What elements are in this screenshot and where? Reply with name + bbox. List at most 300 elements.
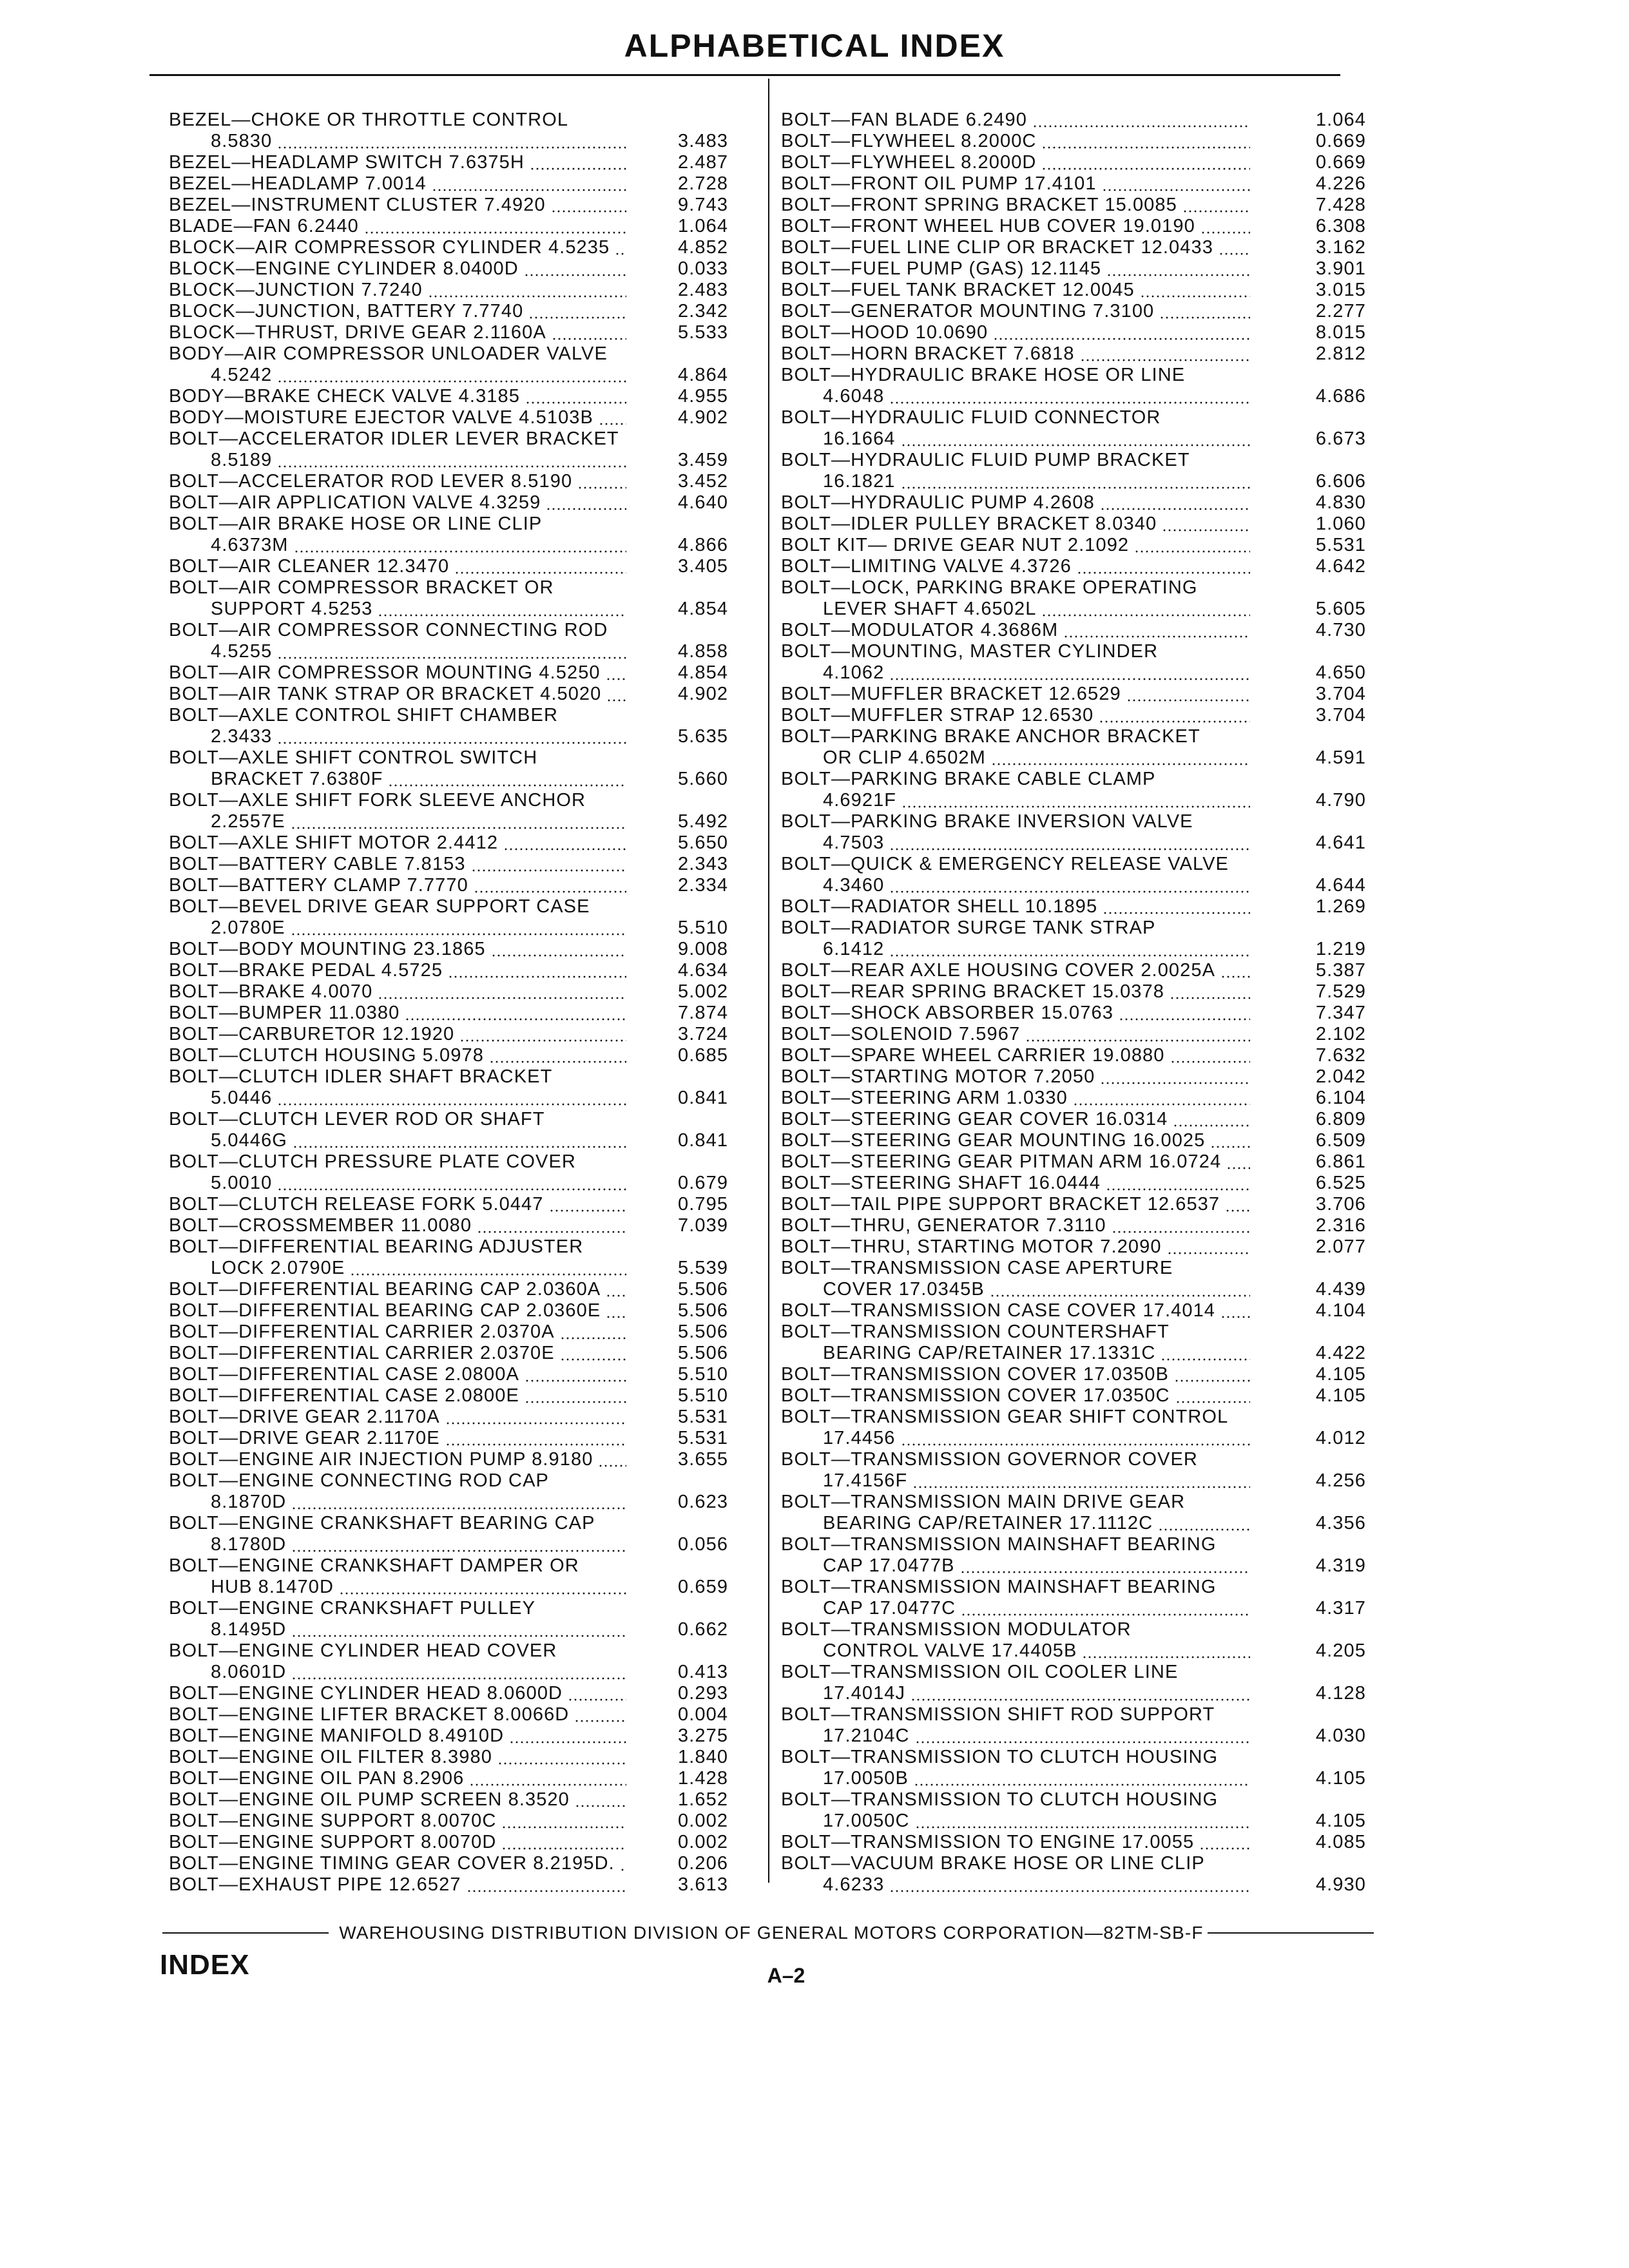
index-entry — [169, 280, 729, 301]
index-entry-text: BOLT—ENGINE OIL PAN 8.2906 — [169, 1768, 465, 1789]
index-entry-line — [169, 556, 729, 577]
index-entry-text: BOLT—DIFFERENTIAL CARRIER 2.0370A — [169, 1321, 555, 1342]
index-entry-text: BLOCK—THRUST, DRIVE GEAR 2.1160A — [169, 322, 546, 343]
index-entry — [781, 684, 1366, 705]
index-entry-text: BOLT—MOUNTING, MASTER CYLINDER — [781, 641, 1159, 662]
index-entry-continuation — [169, 641, 729, 662]
index-entry — [169, 684, 729, 705]
dot-leader — [1025, 1038, 1250, 1043]
index-entry — [781, 280, 1366, 301]
index-entry-text: CAP 17.0477B — [823, 1555, 955, 1576]
index-entry-line — [781, 1215, 1366, 1236]
index-entry-line — [169, 216, 729, 237]
dot-leader — [501, 1825, 626, 1830]
index-entry-text: BOLT—BODY MOUNTING 23.1865 — [169, 939, 486, 959]
dot-leader — [615, 251, 626, 256]
index-entry-page: 5.660 — [678, 769, 729, 789]
index-entry-page: 9.008 — [678, 939, 729, 959]
index-entry-page: 4.858 — [678, 641, 729, 662]
index-entry — [169, 1364, 729, 1385]
index-entry-text: BOLT—AIR APPLICATION VALVE 4.3259 — [169, 492, 541, 513]
index-entry — [169, 620, 729, 662]
dot-leader — [277, 740, 626, 745]
index-entry — [169, 981, 729, 1003]
dot-leader — [1167, 1251, 1250, 1256]
index-entry-continuation — [781, 790, 1366, 811]
index-entry-text: BOLT—FLYWHEEL 8.2000D — [781, 152, 1037, 173]
index-entry-line — [781, 492, 1366, 514]
index-entry-page: 0.004 — [678, 1704, 729, 1725]
index-entry-text: BEZEL—HEADLAMP 7.0014 — [169, 173, 427, 194]
index-entry-page: 5.531 — [1315, 535, 1366, 555]
index-entry — [781, 981, 1366, 1003]
index-entry-text: BOLT—DIFFERENTIAL CASE 2.0800A — [169, 1364, 519, 1385]
index-entry-page: 0.033 — [678, 258, 729, 279]
dot-leader — [1077, 570, 1250, 575]
index-entry-line — [169, 195, 729, 216]
index-entry-line — [169, 620, 729, 641]
index-entry — [169, 1300, 729, 1321]
index-entry-text: BOLT—ENGINE TIMING GEAR COVER 8.2195D. — [169, 1853, 615, 1874]
index-entry-line — [781, 1088, 1366, 1109]
index-entry-line — [781, 981, 1366, 1003]
index-entry-text: BOLT—STARTING MOTOR 7.2050 — [781, 1066, 1095, 1087]
index-entry-line — [169, 1045, 729, 1066]
index-entry-page: 6.809 — [1315, 1109, 1366, 1129]
index-entry-line — [169, 981, 729, 1003]
index-entry-continuation — [781, 1640, 1366, 1662]
index-entry-page: 7.347 — [1315, 1003, 1366, 1023]
index-entry-line — [781, 1534, 1366, 1555]
index-entry-line — [781, 195, 1366, 216]
index-entry-page: 6.104 — [1315, 1088, 1366, 1108]
dot-leader — [1134, 549, 1250, 554]
index-entry-line — [169, 1385, 729, 1407]
index-entry-continuation — [781, 832, 1366, 854]
index-entry-line — [781, 1151, 1366, 1173]
index-entry-text: 5.0010 — [211, 1173, 273, 1193]
dot-leader — [469, 1782, 626, 1787]
index-entry-text: 4.6048 — [823, 386, 885, 407]
index-entry-text: CONTROL VALVE 17.4405B — [823, 1640, 1077, 1661]
index-entry-page: 5.510 — [678, 1364, 729, 1385]
index-entry-page: 0.002 — [678, 1832, 729, 1852]
index-entry-line — [169, 1683, 729, 1704]
dot-leader — [1170, 995, 1250, 1001]
dot-leader — [1199, 1846, 1250, 1851]
index-entry-page: 5.533 — [678, 322, 729, 343]
index-entry — [169, 1321, 729, 1343]
index-entry-line — [781, 450, 1366, 471]
dot-leader — [445, 1421, 626, 1426]
index-entry-line — [169, 705, 729, 726]
index-entry-line — [169, 1300, 729, 1321]
index-entry — [781, 1258, 1366, 1300]
index-entry-line — [781, 131, 1366, 152]
index-entry-text: BOLT—HYDRAULIC PUMP 4.2608 — [781, 492, 1095, 513]
index-entry-line — [781, 1258, 1366, 1279]
index-entry-text: BOLT—TRANSMISSION GEAR SHIFT CONTROL — [781, 1407, 1229, 1427]
dot-leader — [599, 421, 626, 427]
index-entry — [169, 1832, 729, 1853]
index-entry-text: BOLT—IDLER PULLEY BRACKET 8.0340 — [781, 514, 1157, 534]
index-entry-page: 4.730 — [1315, 620, 1366, 640]
dot-leader — [901, 485, 1250, 490]
dot-leader — [350, 1272, 626, 1277]
dot-leader — [914, 1782, 1250, 1787]
index-entry-page: 4.104 — [1315, 1300, 1366, 1321]
index-entry — [781, 1045, 1366, 1066]
index-entry-text: BOLT—HYDRAULIC FLUID CONNECTOR — [781, 407, 1161, 428]
index-entry-line — [781, 1236, 1366, 1258]
index-entry-text: BOLT—DIFFERENTIAL BEARING CAP 2.0360A — [169, 1279, 601, 1300]
index-entry-text: BOLT—TRANSMISSION SHIFT ROD SUPPORT — [781, 1704, 1215, 1725]
index-entry-text: BLOCK—ENGINE CYLINDER 8.0400D — [169, 258, 519, 279]
index-entry-line — [781, 620, 1366, 641]
index-entry — [169, 1768, 729, 1789]
dot-leader — [915, 1825, 1250, 1830]
index-entry-text: BOLT—TRANSMISSION GOVERNOR COVER — [781, 1449, 1198, 1470]
footer-publisher: WAREHOUSING DISTRIBUTION DIVISION OF GENERAL MOTORS CORPORATION—82TM-SB-F — [339, 1923, 1204, 1943]
dot-leader — [1173, 1123, 1250, 1128]
dot-leader — [1162, 528, 1250, 533]
index-entry-page: 5.531 — [678, 1428, 729, 1448]
index-entry-line — [781, 684, 1366, 705]
dot-leader — [960, 1570, 1250, 1575]
dot-leader — [291, 1633, 626, 1639]
index-entry-text: BOLT—STEERING GEAR PITMAN ARM 16.0724 — [781, 1151, 1222, 1172]
dot-leader — [1119, 1017, 1250, 1022]
index-entry-continuation — [169, 1258, 729, 1279]
index-entry-continuation — [169, 1619, 729, 1640]
index-entry — [781, 1003, 1366, 1024]
index-entry — [781, 1130, 1366, 1151]
index-entry-page: 7.632 — [1315, 1045, 1366, 1066]
index-entry-continuation — [781, 386, 1366, 407]
index-entry-text: BOLT—FUEL PUMP (GAS) 12.1145 — [781, 258, 1102, 279]
dot-leader — [448, 974, 626, 979]
index-entry — [169, 1555, 729, 1598]
index-entry-page: 0.293 — [678, 1683, 729, 1704]
index-entry — [169, 832, 729, 854]
dot-leader — [1112, 1229, 1250, 1235]
index-entry — [169, 152, 729, 173]
index-entry — [781, 1088, 1366, 1109]
index-entry-continuation — [169, 726, 729, 747]
index-entry-page: 2.728 — [678, 173, 729, 194]
index-entry — [781, 1194, 1366, 1215]
index-entry-line — [169, 1725, 729, 1747]
index-entry-text: 4.6373M — [211, 535, 289, 555]
dot-leader — [889, 847, 1250, 852]
index-entry-line — [169, 1024, 729, 1045]
index-entry-line — [781, 918, 1366, 939]
index-entry-continuation — [781, 939, 1366, 960]
index-entry-line — [781, 1173, 1366, 1194]
index-entry-text: BOLT—MUFFLER BRACKET 12.6529 — [781, 684, 1121, 704]
index-entry-page: 5.506 — [678, 1279, 729, 1300]
index-entry-text: BOLT—THRU, GENERATOR 7.3110 — [781, 1215, 1106, 1236]
dot-leader — [474, 889, 626, 894]
index-entry-line — [169, 1874, 729, 1896]
index-entry-continuation — [169, 1534, 729, 1555]
index-entry-text: BLOCK—JUNCTION, BATTERY 7.7740 — [169, 301, 524, 322]
index-entry-page: 2.334 — [678, 875, 729, 896]
index-entry-page: 5.387 — [1315, 960, 1366, 981]
dot-leader — [277, 379, 626, 384]
index-entry — [781, 1832, 1366, 1853]
index-entry-continuation — [169, 1492, 729, 1513]
index-entry-text: BOLT—TAIL PIPE SUPPORT BRACKET 12.6537 — [781, 1194, 1220, 1215]
index-entry-page: 0.002 — [678, 1811, 729, 1831]
index-entry-line — [781, 1364, 1366, 1385]
dot-leader — [961, 1612, 1250, 1617]
index-entry — [781, 216, 1366, 237]
index-entry-page: 4.105 — [1315, 1768, 1366, 1789]
index-entry-page: 6.673 — [1315, 428, 1366, 449]
dot-leader — [528, 315, 626, 320]
index-entry-page: 4.930 — [1315, 1874, 1366, 1895]
index-entry-text: BLADE—FAN 6.2440 — [169, 216, 359, 236]
index-entry — [781, 1619, 1366, 1662]
index-entry — [169, 939, 729, 960]
dot-leader — [551, 209, 626, 214]
index-entry-text: BOLT—CARBURETOR 12.1920 — [169, 1024, 455, 1044]
dot-leader — [1220, 974, 1250, 979]
index-entry-text: 4.6921F — [823, 790, 897, 811]
index-entry-continuation — [781, 428, 1366, 450]
index-entry-text: BODY—MOISTURE EJECTOR VALVE 4.5103B — [169, 407, 593, 428]
index-entry-text: BOLT—SHOCK ABSORBER 15.0763 — [781, 1003, 1113, 1023]
index-entry-text: BOLT—STEERING GEAR MOUNTING 16.0025 — [781, 1130, 1206, 1151]
dot-leader — [1226, 1166, 1250, 1171]
index-entry — [781, 492, 1366, 514]
index-entry-text: BOLT—TRANSMISSION TO CLUTCH HOUSING — [781, 1789, 1219, 1810]
index-entry-continuation — [781, 1811, 1366, 1832]
index-entry-page: 5.650 — [678, 832, 729, 853]
index-entry-continuation — [169, 131, 729, 152]
index-entry-line — [169, 1003, 729, 1024]
index-entry-text: BOLT—TRANSMISSION TO CLUTCH HOUSING — [781, 1747, 1219, 1767]
index-entry-text: BOLT—DRIVE GEAR 2.1170A — [169, 1407, 440, 1427]
index-entry-page: 5.635 — [678, 726, 729, 747]
index-entry-text: 8.1870D — [211, 1492, 287, 1512]
index-entry — [781, 1853, 1366, 1896]
index-entry — [781, 556, 1366, 577]
dot-leader — [497, 1761, 626, 1766]
dot-leader — [291, 1506, 626, 1511]
index-entry-text: BOLT—DIFFERENTIAL CASE 2.0800E — [169, 1385, 519, 1406]
dot-leader — [293, 1144, 626, 1149]
index-entry-page: 5.510 — [678, 918, 729, 938]
index-entry — [169, 1045, 729, 1066]
index-entry-line — [169, 173, 729, 195]
index-entry-text: BOLT—BRAKE PEDAL 4.5725 — [169, 960, 443, 981]
index-entry-line — [169, 514, 729, 535]
index-entry — [169, 492, 729, 514]
index-entry-text: BOLT—PARKING BRAKE INVERSION VALVE — [781, 811, 1193, 832]
dot-leader — [291, 825, 626, 831]
index-entry-page: 4.205 — [1315, 1640, 1366, 1661]
index-entry — [169, 747, 729, 790]
title-rule — [149, 74, 1340, 76]
index-entry-continuation — [169, 811, 729, 832]
index-entry-text: BOLT—BUMPER 11.0380 — [169, 1003, 400, 1023]
index-entry-continuation — [169, 599, 729, 620]
index-entry — [781, 705, 1366, 726]
index-entry-line — [169, 939, 729, 960]
index-entry-text: BODY—AIR COMPRESSOR UNLOADER VALVE — [169, 343, 608, 364]
index-entry-page: 1.652 — [678, 1789, 729, 1810]
index-entry-text: 2.2557E — [211, 811, 285, 832]
index-entry — [169, 110, 729, 152]
index-entry-line — [781, 173, 1366, 195]
index-entry — [781, 258, 1366, 280]
index-entry-continuation — [781, 747, 1366, 769]
dot-leader — [912, 1485, 1250, 1490]
index-entry-continuation — [781, 1513, 1366, 1534]
index-entry-continuation — [781, 599, 1366, 620]
dot-leader — [378, 995, 626, 1001]
index-column-right — [781, 110, 1366, 1896]
index-entry-line — [781, 577, 1366, 599]
index-column-left — [169, 110, 729, 1896]
index-entry-page: 3.405 — [678, 556, 729, 577]
index-entry-page: 4.866 — [678, 535, 729, 555]
index-entry-continuation — [169, 769, 729, 790]
dot-leader — [277, 145, 626, 150]
index-entry-text: BOLT—BEVEL DRIVE GEAR SUPPORT CASE — [169, 896, 590, 917]
index-entry-line — [169, 1109, 729, 1130]
index-entry-line — [169, 1151, 729, 1173]
index-entry-line — [169, 1853, 729, 1874]
index-entry — [169, 301, 729, 322]
index-entry-line — [169, 1768, 729, 1789]
index-entry-text: BOLT—TRANSMISSION COVER 17.0350B — [781, 1364, 1169, 1385]
index-entry-page: 1.219 — [1315, 939, 1366, 959]
index-entry-text: BOLT—PARKING BRAKE ANCHOR BRACKET — [781, 726, 1200, 747]
dot-leader — [277, 655, 626, 660]
dot-leader — [620, 1867, 626, 1872]
index-entry-text: BOLT—STEERING SHAFT 16.0444 — [781, 1173, 1101, 1193]
index-entry-line — [781, 110, 1366, 131]
index-entry-text: BOLT—DIFFERENTIAL CARRIER 2.0370E — [169, 1343, 555, 1363]
dot-leader — [1170, 1059, 1250, 1064]
dot-leader — [606, 677, 626, 682]
dot-leader — [575, 1803, 626, 1809]
index-entry-page: 3.275 — [678, 1725, 729, 1746]
dot-leader — [1220, 1314, 1250, 1320]
index-entry-line — [169, 1194, 729, 1215]
index-entry-line — [781, 1003, 1366, 1024]
index-entry-text: BOLT—ENGINE CYLINDER HEAD 8.0600D — [169, 1683, 563, 1704]
dot-leader — [560, 1357, 626, 1362]
index-entry — [781, 110, 1366, 131]
index-entry-page: 9.743 — [678, 195, 729, 215]
index-entry-page: 2.077 — [1315, 1236, 1366, 1257]
index-entry — [169, 1747, 729, 1768]
index-entry-page: 3.015 — [1315, 280, 1366, 300]
index-entry-text: LOCK 2.0790E — [211, 1258, 345, 1278]
index-entry-text: BOLT—ENGINE CRANKSHAFT DAMPER OR — [169, 1555, 579, 1576]
index-entry-line — [169, 790, 729, 811]
index-entry-text: 8.5830 — [211, 131, 273, 151]
index-entry — [169, 322, 729, 343]
index-entry-text: BOLT—ENGINE OIL FILTER 8.3980 — [169, 1747, 492, 1767]
index-entry-text: 4.6233 — [823, 1874, 885, 1895]
dot-leader — [364, 230, 626, 235]
index-entry-text: BOLT—CLUTCH IDLER SHAFT BRACKET — [169, 1066, 553, 1087]
index-entry-text: BOLT—TRANSMISSION MAINSHAFT BEARING — [781, 1534, 1217, 1555]
index-entry — [169, 854, 729, 875]
dot-leader — [339, 1591, 626, 1596]
index-entry-page: 0.679 — [678, 1173, 729, 1193]
index-entry — [169, 1683, 729, 1704]
index-entry — [169, 1789, 729, 1811]
index-entry-text: BOLT—AIR COMPRESSOR BRACKET OR — [169, 577, 554, 598]
index-entry — [169, 1640, 729, 1683]
index-entry-text: BOLT—HYDRAULIC BRAKE HOSE OR LINE — [781, 365, 1186, 385]
index-entry — [781, 577, 1366, 620]
dot-leader — [428, 294, 626, 299]
index-entry-continuation — [169, 918, 729, 939]
index-entry — [169, 343, 729, 386]
index-entry-page: 0.206 — [678, 1853, 729, 1874]
index-entry-continuation — [169, 1130, 729, 1151]
index-entry-line — [169, 428, 729, 450]
index-entry-line — [781, 1832, 1366, 1853]
index-entry-line — [781, 407, 1366, 428]
index-entry-page: 4.317 — [1315, 1598, 1366, 1619]
index-entry — [781, 1662, 1366, 1704]
index-entry-line — [169, 896, 729, 918]
index-entry — [781, 535, 1366, 556]
index-entry-line — [781, 343, 1366, 365]
index-entry-line — [169, 322, 729, 343]
index-entry-text: 17.2104C — [823, 1725, 910, 1746]
index-entry — [169, 1003, 729, 1024]
index-entry — [169, 577, 729, 620]
dot-leader — [525, 1399, 626, 1405]
index-entry-line — [169, 1449, 729, 1470]
index-entry — [781, 1066, 1366, 1088]
index-entry — [781, 301, 1366, 322]
index-entry-page: 0.623 — [678, 1492, 729, 1512]
index-entry-continuation — [781, 1725, 1366, 1747]
index-entry-line — [781, 960, 1366, 981]
index-entry-continuation — [169, 1173, 729, 1194]
index-entry-text: BRACKET 7.6380F — [211, 769, 383, 789]
index-entry — [781, 343, 1366, 365]
index-entry — [169, 195, 729, 216]
index-entry-page: 1.064 — [1315, 110, 1366, 130]
index-entry-text: 2.0780E — [211, 918, 285, 938]
index-entry-line — [169, 492, 729, 514]
index-entry-text: BOLT—THRU, STARTING MOTOR 7.2090 — [781, 1236, 1162, 1257]
index-entry-page: 6.308 — [1315, 216, 1366, 236]
index-entry — [781, 1492, 1366, 1534]
index-entry-page: 4.644 — [1315, 875, 1366, 896]
dot-leader — [291, 1676, 626, 1681]
index-entry-line — [781, 535, 1366, 556]
index-entry-page: 0.669 — [1315, 152, 1366, 173]
index-entry-page: 4.902 — [678, 684, 729, 704]
index-entry-text: BOLT KIT— DRIVE GEAR NUT 2.1092 — [781, 535, 1130, 555]
index-entry — [169, 216, 729, 237]
index-entry-text: BOLT—DRIVE GEAR 2.1170E — [169, 1428, 440, 1448]
index-entry-text: BOLT—MODULATOR 4.3686M — [781, 620, 1059, 640]
index-entry-text: BOLT—TRANSMISSION CASE COVER 17.4014 — [781, 1300, 1216, 1321]
